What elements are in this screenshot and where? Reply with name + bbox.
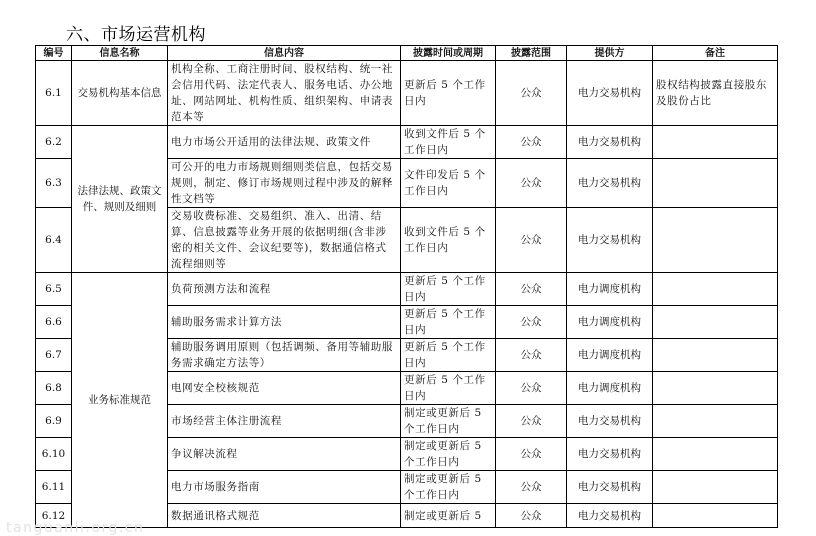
provider: 电力交易机构: [567, 61, 653, 126]
info-content: 交易收费标准、交易组织、准入、出清、结算、信息披露等业务开展的依据明细(含非涉密的相关文件、会议纪要等)，数据通信格式流程细则等: [168, 208, 401, 273]
row-number: 6.3: [36, 159, 72, 208]
row-number: 6.12: [36, 504, 72, 528]
disclosure-scope: 公众: [496, 208, 567, 273]
info-content: 争议解决流程: [168, 438, 401, 471]
header-provider: 提供方: [567, 46, 653, 61]
disclosure-scope: 公众: [496, 504, 567, 528]
disclosure-scope: 公众: [496, 126, 567, 159]
disclosure-scope: 公众: [496, 61, 567, 126]
disclosure-time: 制定或更新后 5: [401, 504, 496, 528]
group-name: 交易机构基本信息: [72, 61, 168, 126]
info-content: 电力市场公开适用的法律法规、政策文件: [168, 126, 401, 159]
remark: [653, 273, 778, 306]
info-content: 负荷预测方法和流程: [168, 273, 401, 306]
group-name: 法律法规、政策文件、规则及细则: [72, 126, 168, 273]
remark: [653, 159, 778, 208]
remark: [653, 471, 778, 504]
row-number: 6.11: [36, 471, 72, 504]
disclosure-time: 更新后 5 个工作日内: [401, 372, 496, 405]
header-info-content: 信息内容: [168, 46, 401, 61]
provider: 电力交易机构: [567, 438, 653, 471]
remark: 股权结构披露直接股东及股份占比: [653, 61, 778, 126]
disclosure-scope: 公众: [496, 159, 567, 208]
row-number: 6.4: [36, 208, 72, 273]
disclosure-scope: 公众: [496, 471, 567, 504]
provider: 电力调度机构: [567, 372, 653, 405]
provider: 电力调度机构: [567, 339, 653, 372]
info-content: 市场经营主体注册流程: [168, 405, 401, 438]
table-row: [36, 126, 778, 159]
provider: 电力交易机构: [567, 471, 653, 504]
info-content: 辅助服务调用原则（包括调频、备用等辅助服务需求确定方法等）: [168, 339, 401, 372]
remark: [653, 405, 778, 438]
remark: [653, 339, 778, 372]
header-disclosure-time: 披露时间或周期: [401, 46, 496, 61]
remark: [653, 372, 778, 405]
disclosure-time: 收到文件后 5 个工作日内: [401, 126, 496, 159]
provider: 电力交易机构: [567, 405, 653, 438]
provider: 电力交易机构: [567, 126, 653, 159]
disclosure-time: 更新后 5 个工作日内: [401, 306, 496, 339]
info-content: 机构全称、工商注册时间、股权结构、统一社会信用代码、法定代表人、服务电话、办公地址、网站网址、机构性质、组织架构、申请表范本等: [168, 61, 401, 126]
info-content: 可公开的电力市场规则细则类信息，包括交易规则，制定、修订市场规则过程中涉及的解释性文档等: [168, 159, 401, 208]
row-number: 6.2: [36, 126, 72, 159]
disclosure-time: 制定或更新后 5 个工作日内: [401, 471, 496, 504]
provider: 电力交易机构: [567, 504, 653, 528]
disclosure-time: 更新后 5 个工作日内: [401, 61, 496, 126]
row-number: 6.9: [36, 405, 72, 438]
provider: 电力调度机构: [567, 306, 653, 339]
provider: 电力交易机构: [567, 208, 653, 273]
info-content: 数据通讯格式规范: [168, 504, 401, 528]
row-number: 6.7: [36, 339, 72, 372]
disclosure-time: 制定或更新后 5 个工作日内: [401, 405, 496, 438]
row-number: 6.6: [36, 306, 72, 339]
table-row: [36, 273, 778, 306]
row-number: 6.5: [36, 273, 72, 306]
disclosure-scope: 公众: [496, 438, 567, 471]
header-number: 编号: [36, 46, 72, 61]
header-remark: 备注: [653, 46, 778, 61]
disclosure-time: 更新后 5 个工作日内: [401, 273, 496, 306]
table-header-row: [36, 46, 778, 61]
header-disclosure-scope: 披露范围: [496, 46, 567, 61]
disclosure-scope: 公众: [496, 273, 567, 306]
remark: [653, 306, 778, 339]
disclosure-scope: 公众: [496, 339, 567, 372]
watermark-text: tanguanli.org.cn: [6, 520, 145, 536]
remark: [653, 504, 778, 528]
table-row: [36, 61, 778, 126]
page-title: 六、市场运营机构: [66, 25, 206, 45]
disclosure-scope: 公众: [496, 306, 567, 339]
provider: 电力调度机构: [567, 273, 653, 306]
info-content: 电网安全校核规范: [168, 372, 401, 405]
info-content: 电力市场服务指南: [168, 471, 401, 504]
disclosure-time: 收到文件后 5 个工作日内: [401, 208, 496, 273]
group-name: 业务标准规范: [72, 273, 168, 528]
row-number: 6.8: [36, 372, 72, 405]
provider: 电力交易机构: [567, 159, 653, 208]
disclosure-time: 文件印发后 5 个工作日内: [401, 159, 496, 208]
info-content: 辅助服务需求计算方法: [168, 306, 401, 339]
disclosure-time: 更新后 5 个工作日内: [401, 339, 496, 372]
disclosure-table: [35, 45, 778, 528]
row-number: 6.1: [36, 61, 72, 126]
disclosure-scope: 公众: [496, 405, 567, 438]
remark: [653, 126, 778, 159]
disclosure-scope: 公众: [496, 372, 567, 405]
remark: [653, 208, 778, 273]
header-info-name: 信息名称: [72, 46, 168, 61]
row-number: 6.10: [36, 438, 72, 471]
disclosure-time: 制定或更新后 5 个工作日内: [401, 438, 496, 471]
remark: [653, 438, 778, 471]
